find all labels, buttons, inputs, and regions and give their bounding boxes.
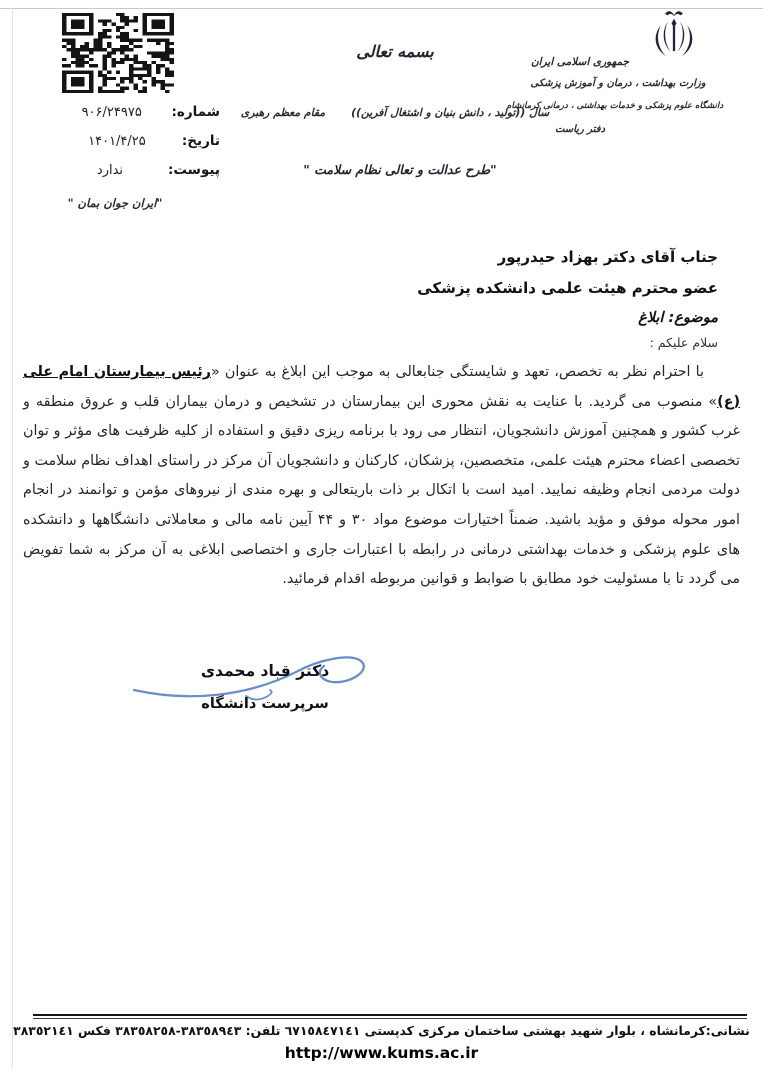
attachment-value: ندارد — [96, 163, 124, 178]
qr-code-icon — [62, 13, 174, 93]
signatory-title: سرپرست دانشگاه — [201, 696, 329, 712]
body-paragraph — [23, 358, 740, 595]
year-slogan-row — [215, 106, 575, 119]
footer-rule — [33, 1014, 747, 1019]
greeting-line: سلام علیکم : — [649, 335, 718, 350]
org-line-office: دفتر ریاست — [554, 124, 606, 135]
body-text-2: » منصوب می گردید. با عنایت به نقش محوری این بیمارستان در تشخیص و درمان بیماران قلب و عروق منطقه و غرب کشور و همچنین آموزش دانشجویان، انتظار می رود با برنامه ریزی دقیق و استفاده از کلیه ظرفیت های مؤثر و توان تخصصی اعضاء محترم هیئت علمی، متخصصین، پزشکان، کارکنان و دانشجویان آن مرکز در راستای اهداف نظام سلامت و دولت مردمی انجام وظیفه نمایید. امید است با اتکال بر ذات باریتعالی و بهره مندی از نیروهای مؤمن و توانمند در انجام امور محوله موفق و مؤید باشید. ضمناً اختیارات موضوع مواد ۳۰ و ۴۴ آیین نامه مالی و معاملاتی دانشگاهها و دانشکده های علوم پزشکی و خدمات بهداشتی درمانی در رابطه با اعتبارات جاری و اختصاصی ابلاغی به آن مرکز به شما تفویض می گردد تا با مسئولیت خود مطابق با ضوابط و قوانین مربوطه اقدام فرمائید. — [23, 393, 741, 588]
footer-address: نشانی:کرمانشاه ، بلوار شهید بهشتی ساختمان مرکزی کدپستی ٦٧١٥٨٤٧١٤١ تلفن: ٣٨٣٥٨٩٤٣-٣٨٣٥٨٢٥٨ فکس ٣٨٣٥٢١٤١ — [13, 1023, 750, 1038]
recipient-name: جناب آقای دکتر بهزاد حیدرپور — [497, 248, 718, 266]
date-label: تاریخ: — [181, 133, 220, 149]
iran-emblem-icon — [648, 8, 700, 60]
signature-block — [140, 652, 390, 712]
number-value: ۹۰۶/۲۴۹۷۵ — [81, 105, 142, 120]
recipient-block — [298, 248, 718, 350]
letter-meta-block — [52, 104, 220, 191]
subject-line: موضوع: ابلاغ — [638, 310, 718, 326]
recipient-title: عضو محترم هیئت علمی دانشکده پزشکی — [417, 279, 718, 297]
org-line-university: دانشگاه علوم پزشکی و خدمات بهداشتی ، درمانی کرمانشاه — [506, 101, 724, 111]
org-line-country: جمهوری اسلامی ایران — [530, 56, 630, 68]
attachment-label: پیوست: — [167, 162, 220, 178]
meta-row-number — [52, 104, 220, 120]
appointment-title-highlight: رئیس بیمارستان امام علی (ع) — [23, 364, 740, 410]
signatory-name: دکتر قباد محمدی — [200, 662, 330, 680]
side-slogan: "ایران جوان بمان " — [67, 196, 163, 210]
footer-website: http://www.kums.ac.ir — [284, 1044, 479, 1062]
org-line-ministry: وزارت بهداشت ، درمان و آموزش پزشکی — [530, 78, 706, 89]
year-slogan-author: مقام معظم رهبری — [240, 106, 326, 119]
meta-row-attachment — [52, 162, 220, 178]
meta-row-date — [52, 133, 220, 149]
date-value: ۱۴۰۱/۴/۲۵ — [88, 134, 146, 149]
body-text-1: با احترام نظر به تخصص، تعهد و شایستگی جنابعالی به موجب این ابلاغ به عنوان « — [210, 364, 704, 380]
basmala: بسمه تعالی — [356, 42, 434, 61]
scan-border-left — [12, 8, 13, 1068]
health-plan-slogan: "طرح عدالت و تعالی نظام سلامت " — [303, 162, 497, 177]
year-slogan: سال ((تولید ، دانش بنیان و اشتغال آفرین)) — [351, 106, 550, 119]
number-label: شماره: — [171, 104, 220, 120]
